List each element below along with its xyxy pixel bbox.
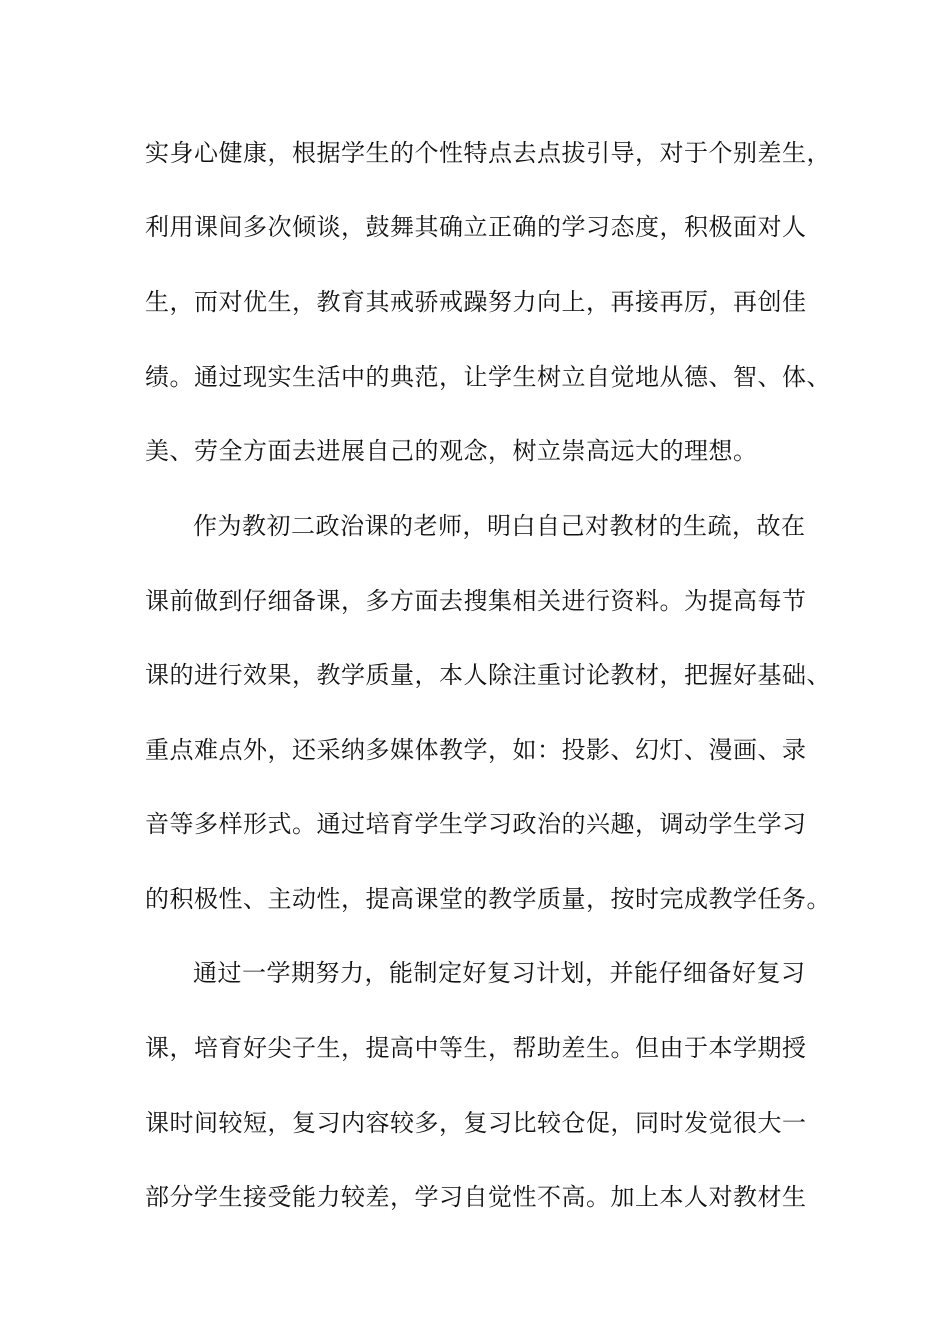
text-line: 的积极性、主动性，提高课堂的教学质量，按时完成教学任务。 — [145, 885, 831, 913]
text-line: 绩。通过现实生活中的典范，让学生树立自觉地从德、智、体、 — [145, 363, 831, 391]
text-line: 音等多样形式。通过培育学生学习政治的兴趣，调动学生学习 — [145, 810, 807, 838]
text-line: 课，培育好尖子生，提高中等生，帮助差生。但由于本学期授 — [145, 1034, 807, 1062]
text-line: 部分学生接受能力较差，学习自觉性不高。加上本人对教材生 — [145, 1183, 807, 1211]
text-line: 生，而对优生，教育其戒骄戒躁努力向上，再接再厉，再创佳 — [145, 288, 807, 316]
text-line: 课时间较短，复习内容较多，复习比较仓促，同时发觉很大一 — [145, 1109, 807, 1137]
text-line: 实身心健康，根据学生的个性特点去点拔引导，对于个别差生， — [145, 139, 831, 167]
text-line: 美、劳全方面去进展自己的观念，树立崇高远大的理想。 — [145, 437, 758, 465]
text-line: 课的进行效果，教学质量，本人除注重讨论教材，把握好基础、 — [145, 661, 831, 689]
text-line: 重点难点外，还采纳多媒体教学，如：投影、幻灯、漫画、录 — [145, 736, 807, 764]
text-line: 课前做到仔细备课，多方面去搜集相关进行资料。为提高每节 — [145, 587, 807, 615]
paragraph-first-line: 作为教初二政治课的老师，明白自己对教材的生疏，故在 — [193, 512, 806, 540]
paragraph-first-line: 通过一学期努力，能制定好复习计划，并能仔细备好复习 — [193, 959, 806, 987]
text-line: 利用课间多次倾谈，鼓舞其确立正确的学习态度，积极面对人 — [145, 213, 807, 241]
